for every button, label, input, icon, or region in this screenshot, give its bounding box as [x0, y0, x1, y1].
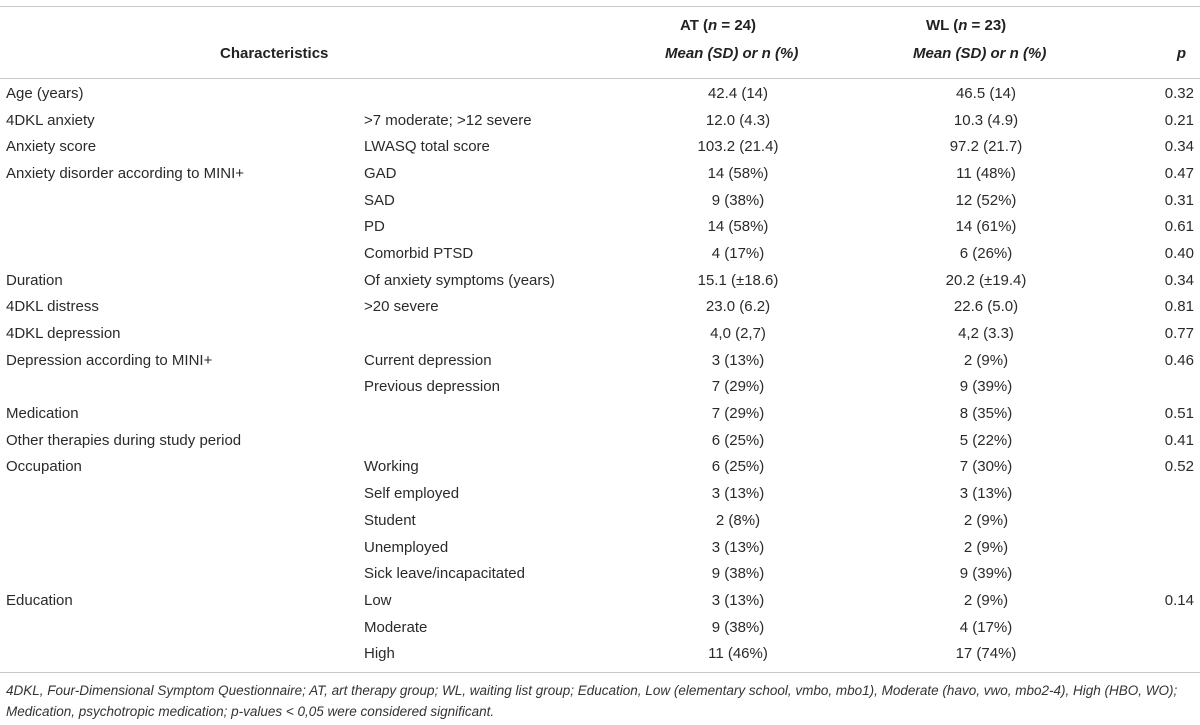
- cell-at-value: 9 (38%): [711, 191, 765, 209]
- cell-measure: Unemployed: [364, 538, 449, 556]
- cell-wl-value: 14 (61%): [955, 218, 1017, 236]
- cell-p-value: 0.52: [1164, 458, 1194, 476]
- header-wl-label: WL (: [926, 17, 959, 34]
- cell-measure: Of anxiety symptoms (years): [364, 271, 555, 289]
- cell-at-value: 3 (13%): [711, 351, 765, 369]
- cell-characteristic: Occupation: [6, 458, 82, 476]
- cell-p-value: [1110, 374, 1200, 401]
- cell-p-value: 0.21: [1164, 111, 1194, 129]
- header-wl-rest: = 23): [967, 17, 1007, 34]
- cell-measure: [364, 80, 614, 107]
- cell-measure: Previous depression: [364, 378, 500, 396]
- footnote: 4DKL, Four-Dimensional Symptom Questionnaire; AT, art therapy group; WL, waiting list group; Education, Low (elementary school, vmbo, mbo1), Moderate (havo, vwo, mbo2-4), High (HBO, WO); Medication, psychotropic medication; p-values < 0,05 were considered significant.: [6, 683, 1178, 719]
- cell-characteristic: [0, 187, 364, 214]
- top-rule: [0, 6, 1200, 7]
- table-row: [0, 107, 1200, 134]
- cell-p-value: [1110, 507, 1200, 534]
- table-row: [0, 240, 1200, 267]
- cell-wl-value: 11 (48%): [956, 164, 1016, 182]
- table-row: [0, 213, 1200, 240]
- cell-characteristic: Other therapies during study period: [6, 431, 242, 449]
- cell-wl-value: 4 (17%): [959, 618, 1013, 636]
- table-row: [0, 400, 1200, 427]
- cell-measure: [364, 427, 614, 454]
- cell-wl-value: 8 (35%): [959, 405, 1013, 423]
- cell-measure: Self employed: [364, 485, 460, 503]
- cell-measure: >20 severe: [364, 298, 439, 316]
- cell-wl-value: 9 (39%): [959, 378, 1013, 396]
- cell-wl-value: 2 (9%): [963, 591, 1009, 609]
- cell-measure: SAD: [364, 191, 395, 209]
- cell-at-value: 6 (25%): [711, 431, 765, 449]
- cell-measure: Comorbid PTSD: [364, 244, 474, 262]
- header-characteristics: Characteristics: [220, 45, 329, 62]
- cell-p-value: 0.34: [1164, 271, 1194, 289]
- cell-p-value: 0.34: [1164, 138, 1194, 156]
- header-at: [680, 17, 756, 34]
- table-row: [0, 133, 1200, 160]
- cell-measure: Student: [364, 511, 416, 529]
- cell-characteristic: [0, 534, 364, 561]
- cell-measure: GAD: [364, 164, 397, 182]
- cell-at-value: 23.0 (6.2): [705, 298, 771, 316]
- header-rule: [0, 78, 1200, 79]
- cell-p-value: 0.81: [1164, 298, 1194, 316]
- cell-measure: [364, 320, 614, 347]
- cell-measure: [364, 400, 614, 427]
- cell-wl-value: 2 (9%): [963, 351, 1009, 369]
- cell-characteristic: [0, 614, 364, 641]
- table-row: [0, 347, 1200, 374]
- cell-wl-value: 97.2 (21.7): [949, 138, 1023, 156]
- header-p: p: [1176, 45, 1186, 62]
- header-at-label: AT (: [680, 17, 709, 34]
- cell-wl-value: 5 (22%): [959, 431, 1013, 449]
- table-row: [0, 80, 1200, 107]
- cell-characteristic: [0, 374, 364, 401]
- table-row: [0, 454, 1200, 481]
- cell-at-value: 103.2 (21.4): [697, 138, 779, 156]
- cell-p-value: [1110, 534, 1200, 561]
- cell-characteristic: Duration: [6, 271, 63, 289]
- table-row: [0, 160, 1200, 187]
- cell-at-value: 42.4 (14): [707, 84, 769, 102]
- cell-at-value: 7 (29%): [711, 378, 765, 396]
- cell-characteristic: Anxiety score: [6, 138, 97, 156]
- cell-characteristic: Anxiety disorder according to MINI+: [6, 164, 245, 182]
- cell-characteristic: Education: [6, 591, 73, 609]
- cell-measure: Working: [364, 458, 419, 476]
- cell-p-value: 0.41: [1164, 431, 1194, 449]
- cell-measure: High: [364, 645, 395, 663]
- table-row: [0, 427, 1200, 454]
- cell-at-value: 3 (13%): [711, 485, 765, 503]
- cell-measure: Low: [364, 591, 392, 609]
- table-row: [0, 294, 1200, 321]
- bottom-rule: [0, 672, 1200, 673]
- cell-p-value: 0.51: [1164, 405, 1194, 423]
- table-row: [0, 187, 1200, 214]
- cell-characteristic: Depression according to MINI+: [6, 351, 213, 369]
- cell-at-value: 9 (38%): [711, 618, 765, 636]
- cell-at-value: 4,0 (2,7): [710, 325, 766, 343]
- cell-p-value: [1110, 640, 1200, 667]
- cell-p-value: 0.40: [1164, 244, 1194, 262]
- cell-at-value: 14 (58%): [707, 164, 769, 182]
- cell-wl-value: 22.6 (5.0): [953, 298, 1019, 316]
- cell-wl-value: 2 (9%): [963, 538, 1009, 556]
- cell-characteristic: [0, 640, 364, 667]
- cell-p-value: 0.32: [1164, 84, 1194, 102]
- cell-wl-value: 12 (52%): [955, 191, 1017, 209]
- cell-at-value: 11 (46%): [708, 645, 768, 663]
- cell-p-value: [1110, 480, 1200, 507]
- cell-p-value: 0.61: [1164, 218, 1194, 236]
- table-row: [0, 507, 1200, 534]
- cell-p-value: 0.46: [1164, 351, 1194, 369]
- cell-characteristic: Medication: [6, 405, 79, 423]
- cell-p-value: 0.14: [1164, 591, 1194, 609]
- cell-at-value: 4 (17%): [711, 244, 765, 262]
- cell-at-value: 12.0 (4.3): [705, 111, 771, 129]
- cell-characteristic: 4DKL anxiety: [6, 111, 95, 129]
- header-at-rest: = 24): [717, 17, 756, 34]
- cell-at-value: 3 (13%): [711, 591, 765, 609]
- cell-wl-value: 17 (74%): [955, 645, 1017, 663]
- header-wl-n: n: [958, 17, 968, 34]
- cell-wl-value: 10.3 (4.9): [953, 111, 1019, 129]
- table-row: [0, 480, 1200, 507]
- cell-p-value: 0.77: [1164, 325, 1194, 343]
- header-wl-stat: Mean (SD) or n (%): [913, 45, 1047, 62]
- cell-at-value: 6 (25%): [711, 458, 765, 476]
- cell-at-value: 14 (58%): [707, 218, 769, 236]
- cell-p-value: 0.31: [1164, 191, 1194, 209]
- table-row: [0, 320, 1200, 347]
- cell-characteristic: 4DKL distress: [6, 298, 99, 316]
- cell-at-value: 3 (13%): [711, 538, 765, 556]
- cell-characteristic: [0, 560, 364, 587]
- cell-p-value: [1110, 560, 1200, 587]
- cell-characteristic: [0, 213, 364, 240]
- data-table: [0, 80, 1200, 667]
- header-at-n: n: [708, 17, 718, 34]
- table-row: [0, 587, 1200, 614]
- cell-wl-value: 3 (13%): [959, 485, 1013, 503]
- table-row: [0, 374, 1200, 401]
- cell-characteristic: Age (years): [6, 84, 84, 102]
- cell-measure: >7 moderate; >12 severe: [364, 111, 532, 129]
- cell-characteristic: [0, 240, 364, 267]
- cell-measure: Current depression: [364, 351, 492, 369]
- cell-wl-value: 46.5 (14): [955, 84, 1017, 102]
- cell-at-value: 7 (29%): [711, 405, 765, 423]
- table-row: [0, 614, 1200, 641]
- cell-at-value: 9 (38%): [711, 565, 765, 583]
- cell-measure: PD: [364, 218, 385, 236]
- table-row: [0, 640, 1200, 667]
- cell-wl-value: 6 (26%): [959, 244, 1013, 262]
- cell-characteristic: 4DKL depression: [6, 325, 121, 343]
- header-at-stat: Mean (SD) or n (%): [665, 45, 799, 62]
- header-wl: [926, 17, 1006, 34]
- cell-wl-value: 9 (39%): [959, 565, 1013, 583]
- cell-wl-value: 7 (30%): [959, 458, 1013, 476]
- table-row: [0, 534, 1200, 561]
- cell-measure: LWASQ total score: [364, 138, 490, 156]
- cell-p-value: [1110, 614, 1200, 641]
- cell-p-value: 0.47: [1164, 164, 1194, 182]
- table-row: [0, 267, 1200, 294]
- cell-wl-value: 2 (9%): [963, 511, 1009, 529]
- cell-characteristic: [0, 480, 364, 507]
- table-row: [0, 560, 1200, 587]
- cell-measure: Moderate: [364, 618, 428, 636]
- cell-characteristic: [0, 507, 364, 534]
- cell-at-value: 2 (8%): [715, 511, 761, 529]
- cell-measure: Sick leave/incapacitated: [364, 565, 525, 583]
- cell-at-value: 15.1 (±18.6): [697, 271, 779, 289]
- cell-wl-value: 4,2 (3.3): [958, 325, 1014, 343]
- table-body: [0, 80, 1200, 667]
- cell-wl-value: 20.2 (±19.4): [945, 271, 1027, 289]
